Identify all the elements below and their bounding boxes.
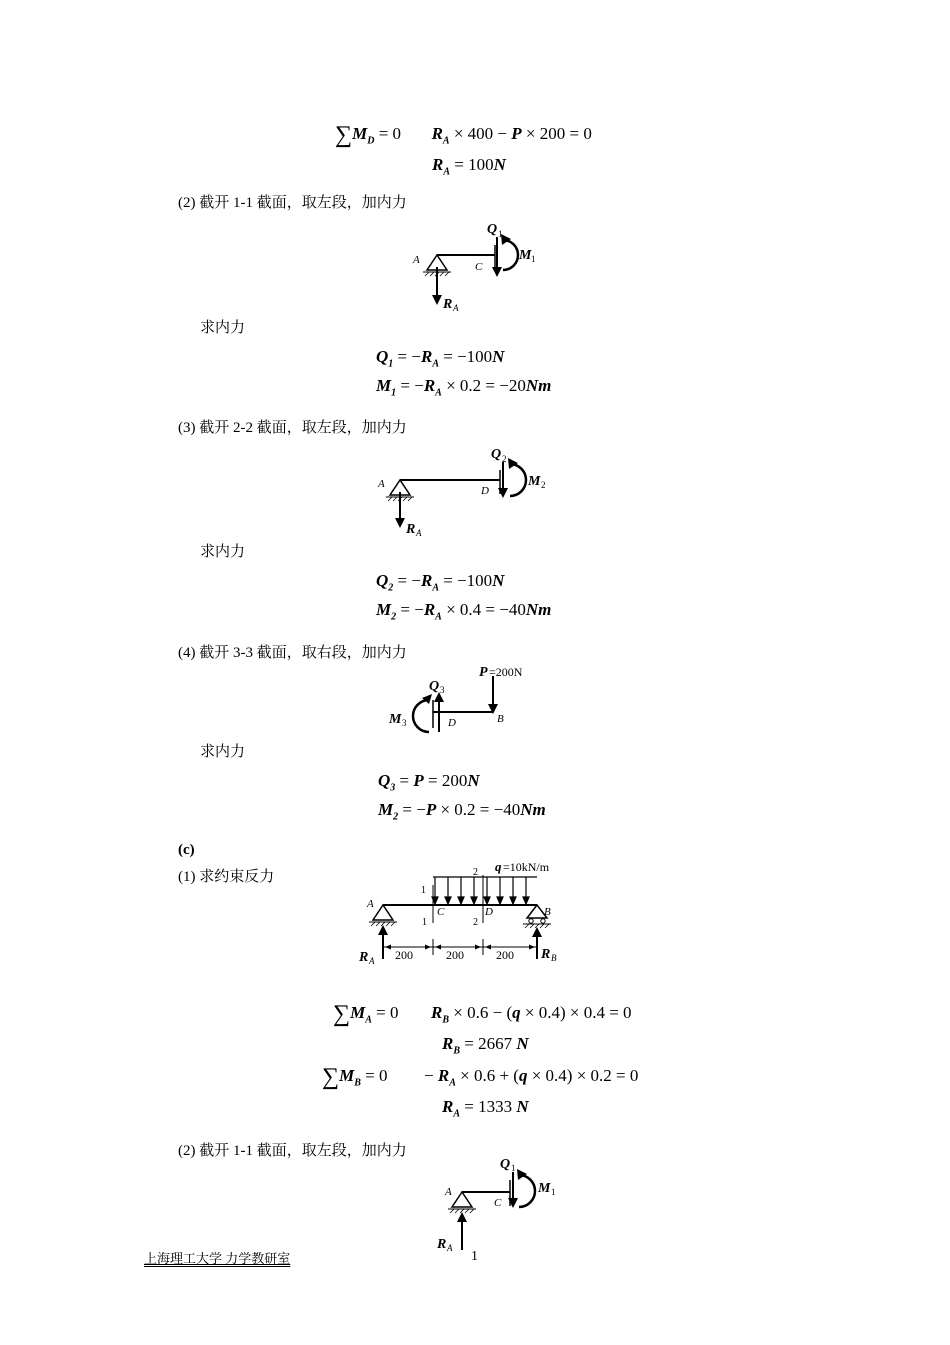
svg-text:R: R (359, 950, 369, 965)
step-2-label: (2) 截开 1-1 截面，取左段，加内力 (178, 195, 407, 211)
svg-text:A: A (369, 956, 375, 966)
svg-text:200: 200 (395, 948, 413, 962)
m1-equation: $M_1 = -R_A \times 0.2 = -20Nm$ (376, 376, 552, 399)
svg-text:B: B (551, 953, 557, 963)
svg-text:C: C (437, 906, 445, 918)
svg-text:1: 1 (421, 885, 426, 896)
diagram-section-2-2 (370, 440, 570, 540)
svg-text:Q: Q (429, 679, 440, 694)
solve-label-2: 求内力 (200, 320, 246, 336)
svg-text:A: A (445, 1186, 452, 1198)
q2-equation: $Q_2 = -R_A = -100N$ (376, 571, 505, 594)
svg-text:A: A (416, 528, 422, 538)
svg-text:M: M (538, 1181, 551, 1196)
svg-text:B: B (544, 906, 551, 918)
moment-equation-d: $\sum M_D = 0$ $R_A \times 400 - P \times 200 = 0$ (335, 122, 592, 148)
svg-text:A: A (367, 898, 374, 910)
svg-text:q: q (495, 859, 502, 874)
svg-text:A: A (413, 254, 420, 266)
svg-text:Q: Q (500, 1157, 511, 1172)
svg-text:R: R (406, 522, 416, 537)
distributed-load-arrows (432, 877, 529, 904)
svg-text:M: M (519, 248, 532, 263)
pin-support-a (373, 905, 393, 920)
moment-equation-a: $\sum M_A = 0$ $R_B \times 0.6 - (q \times 0.4) \times 0.4 = 0$ (333, 1001, 632, 1027)
svg-text:P: P (479, 665, 488, 680)
diagram-section-1-1 (405, 215, 555, 315)
svg-text:M: M (389, 712, 402, 727)
svg-text:1: 1 (551, 1187, 556, 1197)
svg-text:D: D (481, 485, 489, 497)
svg-text:C: C (475, 261, 483, 273)
solve-label-3: 求内力 (200, 544, 246, 560)
svg-text:=10kN/m: =10kN/m (503, 860, 550, 874)
svg-text:D: D (485, 906, 493, 918)
q3-equation: $Q_3 = P = 200N$ (378, 771, 480, 794)
svg-text:R: R (437, 1237, 447, 1252)
svg-text:Q: Q (487, 222, 498, 237)
svg-text:1: 1 (531, 254, 536, 264)
svg-text:C: C (494, 1197, 502, 1209)
svg-text:2: 2 (502, 454, 507, 464)
moment-equation-b: $\sum M_B = 0 - R_A \times 0.6 + (q \times 0.4) \times 0.2 = 0$ (322, 1064, 639, 1090)
svg-text:D: D (448, 717, 456, 729)
svg-text:R: R (541, 947, 551, 962)
q1-equation: $Q_1 = -R_A = -100N$ (376, 347, 505, 370)
svg-text:R: R (443, 297, 453, 312)
svg-text:1: 1 (422, 917, 427, 928)
svg-text:A: A (378, 478, 385, 490)
m3-equation: $M_2 = -P \times 0.2 = -40Nm$ (378, 800, 546, 823)
svg-text:3: 3 (440, 685, 445, 695)
svg-text:200: 200 (446, 948, 464, 962)
page-number: 1 (471, 1249, 478, 1264)
m2-equation: $M_2 = -R_A \times 0.4 = -40Nm$ (376, 600, 552, 623)
svg-text:2: 2 (541, 480, 546, 490)
svg-text:A: A (453, 303, 459, 313)
svg-text:=200N: =200N (489, 665, 523, 679)
svg-text:M: M (528, 474, 541, 489)
svg-text:A: A (447, 1243, 453, 1253)
svg-text:3: 3 (402, 718, 407, 728)
section-c-step-1-label: (1) 求约束反力 (178, 869, 275, 885)
step-3-label: (3) 截开 2-2 截面，取左段，加内力 (178, 420, 407, 436)
m1-arc (503, 240, 518, 270)
diagram-section-3-3 (385, 660, 555, 740)
section-c-step-2-label: (2) 截开 1-1 截面，取左段，加内力 (178, 1143, 407, 1159)
m2-arc (510, 464, 526, 496)
svg-text:1: 1 (498, 229, 503, 239)
svg-text:2: 2 (473, 867, 478, 878)
svg-text:Q: Q (491, 447, 502, 462)
svg-text:2: 2 (473, 917, 478, 928)
svg-text:B: B (497, 713, 504, 725)
ra-result-c: $R_A = 1333$ N (442, 1097, 529, 1120)
diagram-section-c-1-1 (430, 1150, 580, 1260)
footer-institution: 上海理工大学 力学教研室 (144, 1251, 291, 1266)
m1-arc (519, 1175, 535, 1207)
ra-result: $R_A = 100N$ (432, 155, 506, 178)
rb-result: $R_B = 2667$ N (442, 1034, 529, 1057)
svg-text:200: 200 (496, 948, 514, 962)
m3-arc (413, 700, 429, 732)
pin-support (452, 1192, 472, 1207)
section-c-label: (c) (178, 842, 195, 858)
step-4-label: (4) 截开 3-3 截面，取右段，加内力 (178, 645, 407, 661)
svg-text:1: 1 (511, 1163, 516, 1173)
diagram-distributed-load-beam (355, 855, 585, 970)
solve-label-4: 求内力 (200, 744, 246, 760)
